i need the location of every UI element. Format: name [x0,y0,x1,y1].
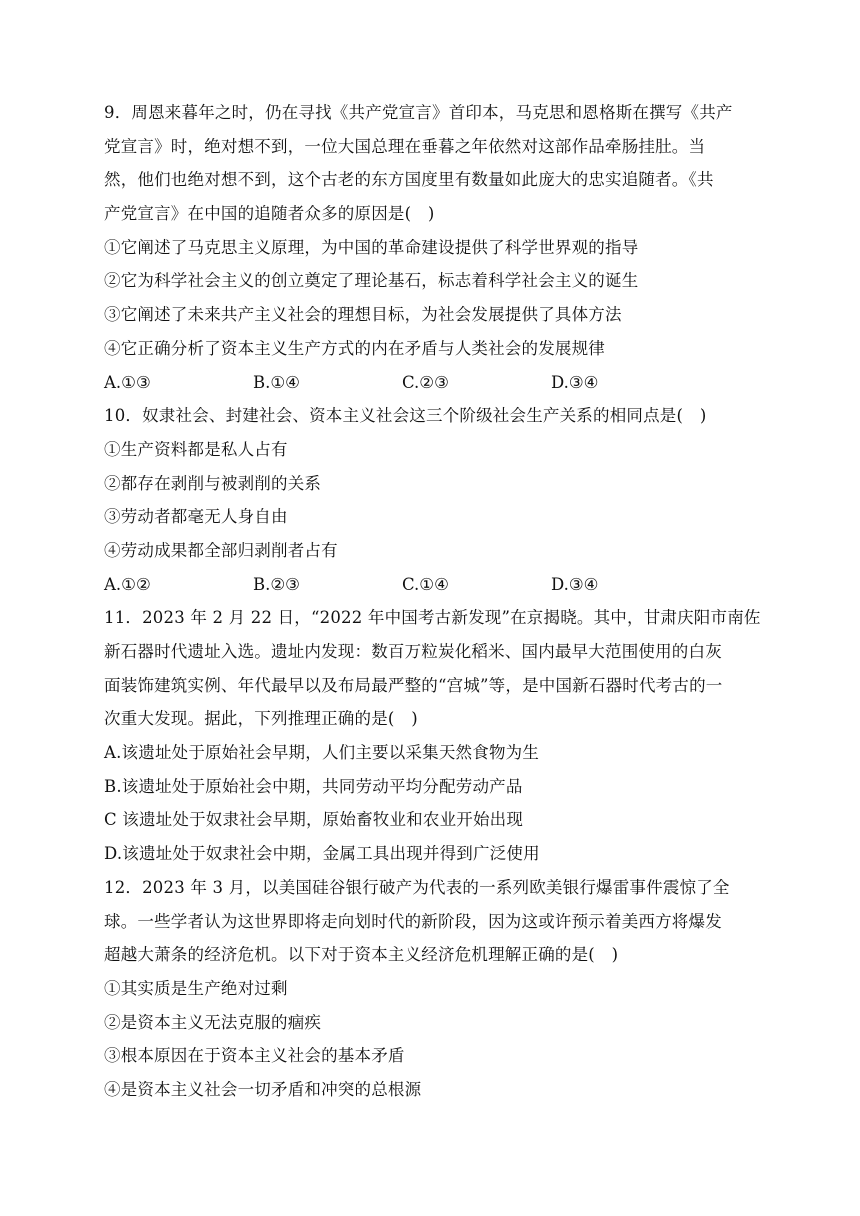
answer-options [104,568,756,602]
question-item: ④是资本主义社会一切矛盾和冲突的总根源 [104,1079,422,1099]
answer-option: B.该遗址处于原始社会中期，共同劳动平均分配劳动产品 [104,776,523,796]
option-d: D.③④ [551,372,599,392]
question-stem-line: 12．2023 年 3 月，以美国硅谷银行破产为代表的一系列欧美银行爆雷事件震惊了全 [104,877,730,897]
question-stem-line: 次重大发现。据此，下列推理正确的是( ) [104,709,418,729]
question-stem-line: 超越大萧条的经济危机。以下对于资本主义经济危机理解正确的是( ) [104,945,619,965]
question-item: ③根本原因在于资本主义社会的基本矛盾 [104,1046,405,1066]
question-item: ②都存在剥削与被剥削的关系 [104,473,322,493]
question-item: ①它阐述了马克思主义原理，为中国的革命建设提供了科学世界观的指导 [104,237,639,257]
option-a: A.①③ [104,372,151,392]
question-item: ①生产资料都是私人占有 [104,439,288,459]
question-item: ②是资本主义无法克服的痼疾 [104,1012,322,1032]
option-c: C.①④ [402,574,449,594]
question-9 [104,96,756,399]
answer-option: D.该遗址处于奴隶社会中期，金属工具出现并得到广泛使用 [104,844,540,864]
question-10 [104,399,756,601]
question-stem-line: 10．奴隶社会、封建社会、资本主义社会这三个阶级社会生产关系的相同点是( ) [104,406,707,426]
option-b: B.②③ [253,574,300,594]
question-stem-line: 9．周恩来暮年之时，仍在寻找《共产党宣言》首印本，马克思和恩格斯在撰写《共产 [104,103,733,122]
question-stem-line: 11．2023 年 2 月 22 日，“2022 年中国考古新发现”在京揭晓。其中，甘肃庆阳市南佐 [104,608,761,628]
question-item: ③劳动者都毫无人身自由 [104,507,288,527]
question-item: ④它正确分析了资本主义生产方式的内在矛盾与人类社会的发展规律 [104,338,605,358]
question-stem-line: 然，他们也绝对想不到，这个古老的东方国度里有数量如此庞大的忠实追随者。《共 [104,170,714,190]
question-stem-line: 新石器时代遗址入选。遗址内发现：数百万粒炭化稻米、国内最早大范围使用的白灰 [104,642,722,661]
question-item: ①其实质是生产绝对过剩 [104,978,288,998]
option-c: C.②③ [402,372,449,392]
answer-options [104,366,756,400]
question-item: ③它阐述了未来共产主义社会的理想目标，为社会发展提供了具体方法 [104,305,622,325]
question-stem-line: 面装饰建筑实例、年代最早以及布局最严整的“宫城”等，是中国新石器时代考古的一 [104,675,723,695]
option-a: A.①② [104,574,151,594]
question-item: ④劳动成果都全部归剥削者占有 [104,540,338,560]
option-d: D.③④ [551,574,599,594]
answer-option: C 该遗址处于奴隶社会早期，原始畜牧业和农业开始出现 [104,810,524,830]
option-b: B.①④ [253,372,300,392]
question-12 [104,871,756,1107]
question-11 [104,601,761,871]
question-stem-line: 产党宣言》在中国的追随者众多的原因是( ) [104,204,435,224]
document-page [104,96,761,1107]
question-stem-line: 球。一些学者认为这世界即将走向划时代的新阶段，因为这或许预示着美西方将爆发 [104,911,722,931]
question-stem-line: 党宣言》时，绝对想不到，一位大国总理在垂暮之年依然对这部作品牵肠挂肚。当 [104,136,706,156]
question-item: ②它为科学社会主义的创立奠定了理论基石，标志着科学社会主义的诞生 [104,271,639,291]
answer-option: A.该遗址处于原始社会早期，人们主要以采集天然食物为生 [104,743,540,763]
